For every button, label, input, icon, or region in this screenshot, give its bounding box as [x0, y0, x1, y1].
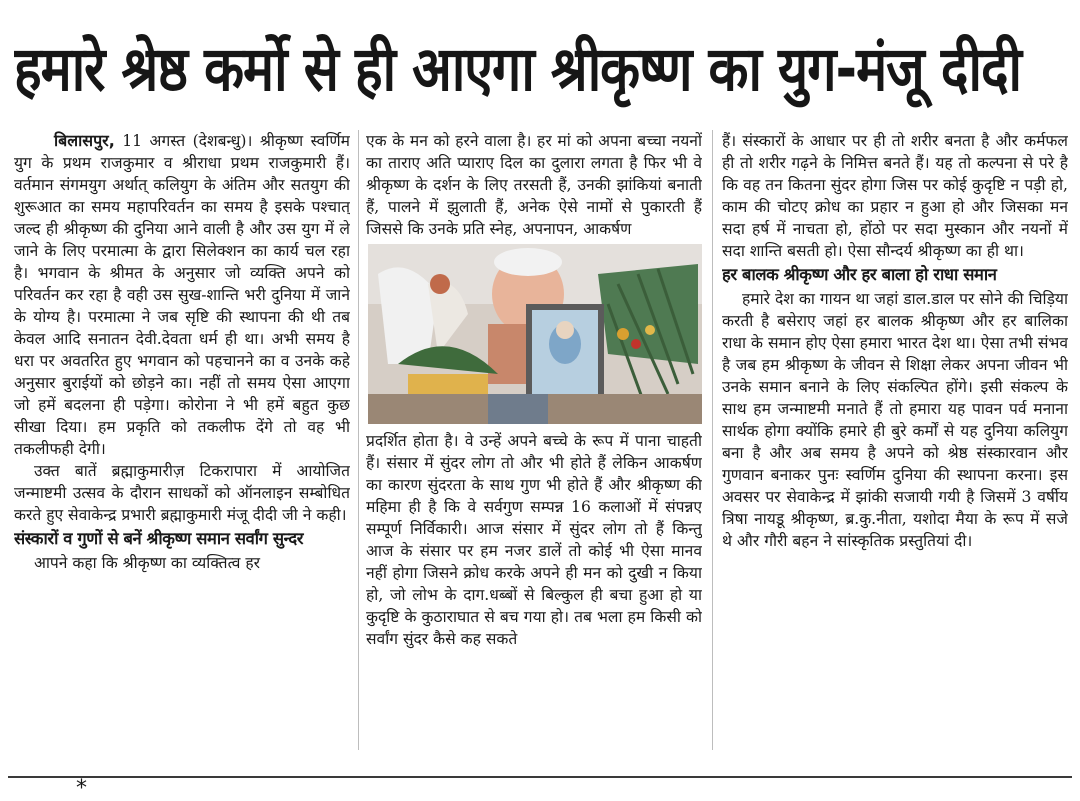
paragraph: एक के मन को हरने वाला है। हर मां को अपना बच्चा नयनों का ताराए अति प्याराए दिल का दुलारा लगता है फिर भी वे श्रीकृष्ण के दर्शन के लिए तरसती हैं, उनकी झांकियां बनाती हैं, पालने में झुलाती हैं, अनेक ऐसे नामों से पुकारती हैं जिससे कि उनके प्रति स्नेह, अपनापन, आकर्षण [366, 132, 702, 238]
footer-asterisk: * [76, 776, 87, 801]
bottom-rule [8, 776, 1072, 778]
column-rule [712, 130, 713, 750]
article-column-1 [14, 130, 350, 756]
dateline-place: बिलासपुर, [54, 131, 115, 150]
headline: हमारे श्रेष्ठ कर्मो से ही आएगा श्रीकृष्ण का युग-मंजू दीदी [14, 34, 1022, 106]
article-column-3 [722, 130, 1068, 756]
paragraph: आपने कहा कि श्रीकृष्ण का व्यक्तित्व हर [34, 554, 260, 572]
paragraph: उक्त बातें ब्रह्माकुमारीज़ टिकरापारा में आयोजित जन्माष्टमी उत्सव के दौरान साधकों को ऑनलाइन सम्बोधित करते हुए सेवाकेन्द्र प्रभारी ब्रह्माकुमारी मंजू दीदी जी ने कही। [14, 462, 350, 524]
photo-illustration [368, 244, 702, 424]
subheading: संस्कारों व गुणों से बनें श्रीकृष्ण समान सर्वांग सुन्दर [14, 529, 304, 548]
article-column-2 [366, 130, 702, 756]
paragraph: हमारे देश का गायन था जहां डाल.डाल पर सोने की चिड़िया करती है बसेराए जहां हर बालक श्रीकृष्ण और हर बालिका राधा के समान होए ऐसा हमारा भारत देश था। ऐसा तभी संभव है जब हम श्रीकृष्ण के जीवन से शिक्षा लेकर अपना जीवन भी उनके समान बनाने के लिए संकल्पित होंगे। इसी संकल्प के साथ हम जन्माष्टमी मनाते हैं तो हमारा यह पावन पर्व मनाना सार्थक होगा क्योंकि हमारे ही बुरे कर्मों से यह दुनिया कलियुग बना है और अब समय है अपने को श्रेष्ठ संस्कारवान और गुणवान बनाकर पुनः स्वर्णिम दुनिया की स्थापना करना। इस अवसर पर सेवाकेन्द्र में झांकी सजायी गयी है जिसमें 3 वर्षीय त्रिषा नायडू श्रीकृष्ण, ब्र.कु.नीता, यशोदा मैया के रूप में सजे थे और गौरी बहन ने सांस्कृतिक प्रस्तुतियां दी। [722, 290, 1068, 550]
paragraph: हैं। संस्कारों के आधार पर ही तो शरीर बनता है और कर्मफल ही तो शरीर गढ़ने के निमित्त बनते हैं। यह तो कल्पना से परे है कि वह तन कितना सुंदर होगा जिस पर कोई कुदृष्टि न पड़ी हो, काम की चोटए क्रोध का प्रहार न हुआ हो और जिसका मन सदा हर्ष में नाचता हो, होंठो पर सदा मुस्कान और नयनों में सदा शान्ति बसती हो। ऐसा सौन्दर्य श्रीकृष्ण का ही था। [722, 132, 1068, 260]
column-rule [358, 130, 359, 750]
paragraph: प्रदर्शित होता है। वे उन्हें अपने बच्चे के रूप में पाना चाहती हैं। संसार में सुंदर लोग तो और भी होते हैं लेकिन आकर्षण का कारण सुंदरता के साथ गुण भी होते हैं और श्रीकृष्ण की महिमा ही है कि वे सर्वगुण सम्पन्न 16 कलाओं में संपन्नए सम्पूर्ण निर्विकारी। आज संसार में सुंदर लोग तो हैं किन्तु आज के संसार पर हम नजर डालें तो कोई भी ऐसा मानव नहीं होगा जिसने क्रोध करके अपने ही मन को दुखी न किया हो, जो लोभ के दाग.धब्बों से बिल्कुल ही बचा हुआ हो या कुदृष्टि के कुठाराघात से बच गया हो। तब भला हम किसी को सर्वांग सुंदर कैसे कह सकते [366, 432, 702, 648]
subheading: हर बालक श्रीकृष्ण और हर बाला हो राधा समान [722, 265, 997, 284]
dateline-date: 11 अगस्त (देशबन्धु)। [122, 132, 253, 150]
paragraph [14, 130, 350, 460]
paragraph-text: श्रीकृष्ण स्वर्णिम युग के प्रथम राजकुमार व श्रीराधा प्रथम राजकुमारी हैं। वर्तमान संगमयुग अर्थात् कलियुग के अंतिम और सतयुग की शुरूआत का समय महापरिवर्तन का समय है इसके पश्चात् जल्द ही श्रीकृष्ण की दुनिया आने वाली है और उस युग में ले जाने के लिए परमात्मा के द्वारा सिलेक्शन का कार्य चल रहा है। भगवान के श्रीमत के अनुसार जो व्यक्ति अपने को परिवर्तन कर रहा है वही उस सुख-शान्ति भरी दुनिया में जाने के योग्य है। परमात्मा ने जब सृष्टि की स्थापना की थी तब केवल आदि सनातन देवी.देवता धर्म ही था। अभी समय है धरा पर अवतरित हुए भगवान को पहचानने का व उनके कहे अनुसार बुराईयों को छोड़ने का। नहीं तो समय ऐसा आएगा जो हमें बदलना ही पड़ेगा। कोरोना ने भी हमें बहुत कुछ सीखा दिया। हम प्रकृति को तकलीफ देंगे तो वह भी तकलीफही देगी। [14, 132, 350, 458]
photo-janmashtami-tableau [368, 244, 702, 424]
